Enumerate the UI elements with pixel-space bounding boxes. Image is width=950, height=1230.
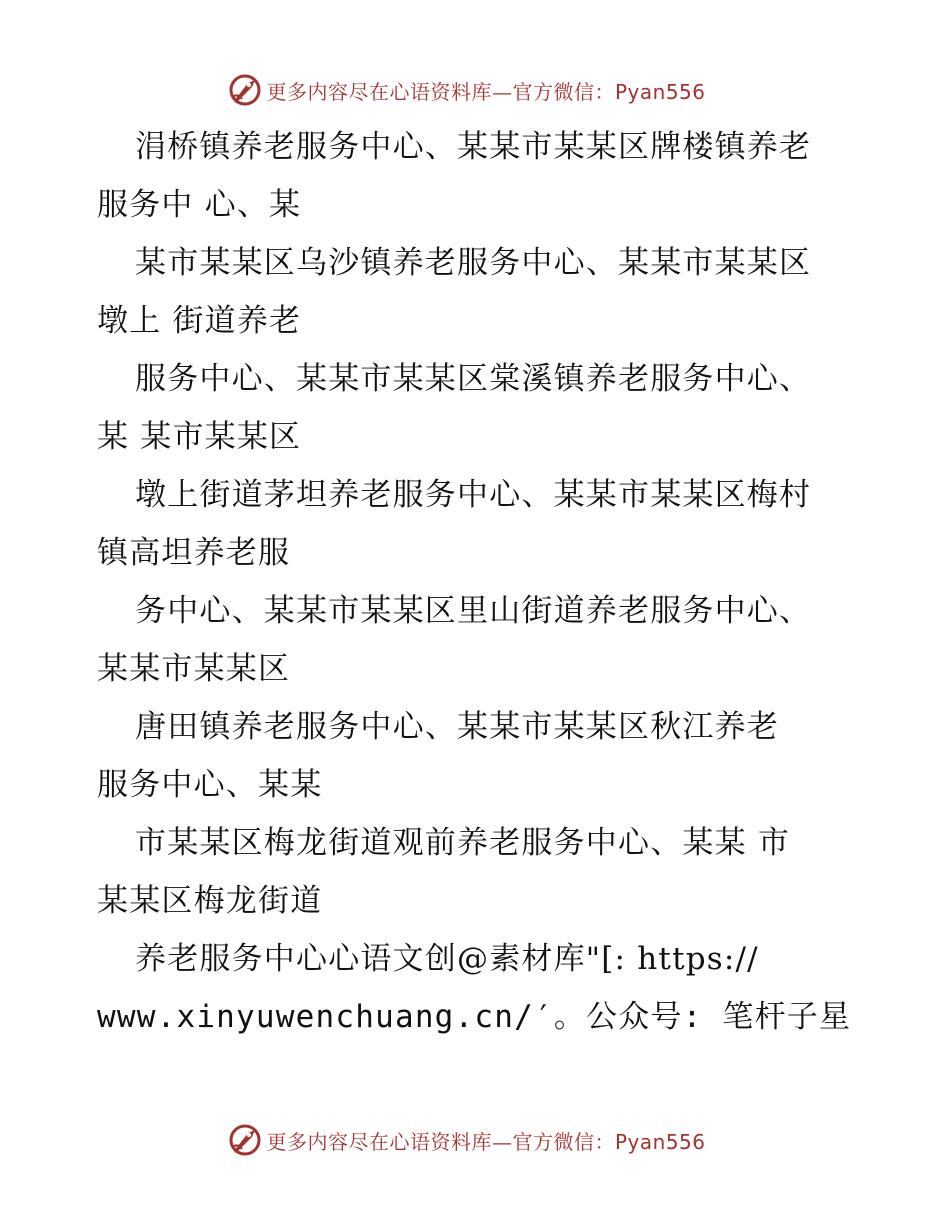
paragraph-line: 某 某市某某区 (97, 419, 302, 455)
banner-wechat-label: 官方微信： (512, 79, 615, 104)
paragraph-line: 墩上街道茅坦养老服务中心、某某市某某区梅村 (135, 477, 812, 513)
paragraph-line: 某某区梅龙街道 (97, 883, 323, 919)
paragraph-line: 养老服务中心心语文创@素材库"[: https:// (135, 941, 759, 977)
banner-wechat-id: Pyan556 (614, 1129, 706, 1154)
header-banner-content (228, 73, 705, 107)
paragraph-line: 市某某区梅龙街道观前养老服务中心、某某 市 (135, 825, 791, 861)
paragraph-line-url: www.xinyuwenchuang.cn/′。公众号: 笔杆子星 (97, 999, 852, 1035)
pen-nib-logo-icon (228, 1123, 262, 1157)
paragraph-line: 某某市某某区 (97, 651, 291, 687)
banner-text (266, 1126, 705, 1155)
banner-wechat-label: 官方微信： (512, 1129, 615, 1154)
paragraph-line: 墩上 街道养老 (97, 303, 302, 339)
paragraph-line: 服务中 心、某 (97, 187, 302, 223)
banner-site-text: 更多内容尽在心语资料库 (266, 79, 492, 104)
paragraph-line: 某市某某区乌沙镇养老服务中心、某某市某某区 (135, 245, 812, 281)
paragraph-line: 镇高坦养老服 (97, 535, 291, 571)
banner-wechat-id: Pyan556 (614, 79, 706, 104)
banner-text (266, 76, 705, 105)
paragraph-line: 务中心、某某市某某区里山街道养老服务中心、 (135, 593, 812, 629)
header-banner (0, 70, 950, 110)
paragraph-line: 涓桥镇养老服务中心、某某市某某区牌楼镇养老 (135, 129, 812, 165)
footer-banner (0, 1120, 950, 1160)
pen-nib-logo-icon (228, 73, 262, 107)
paragraph-line: 服务中心、某某 (97, 767, 323, 803)
document-body (97, 118, 897, 1046)
banner-site-text: 更多内容尽在心语资料库 (266, 1129, 492, 1154)
banner-separator: — (491, 79, 513, 104)
banner-separator: — (491, 1129, 513, 1154)
footer-banner-content (228, 1123, 705, 1157)
paragraph-line: 服务中心、某某市某某区棠溪镇养老服务中心、 (135, 361, 812, 397)
paragraph-line: 唐田镇养老服务中心、某某市某某区秋江养老 (135, 709, 779, 745)
